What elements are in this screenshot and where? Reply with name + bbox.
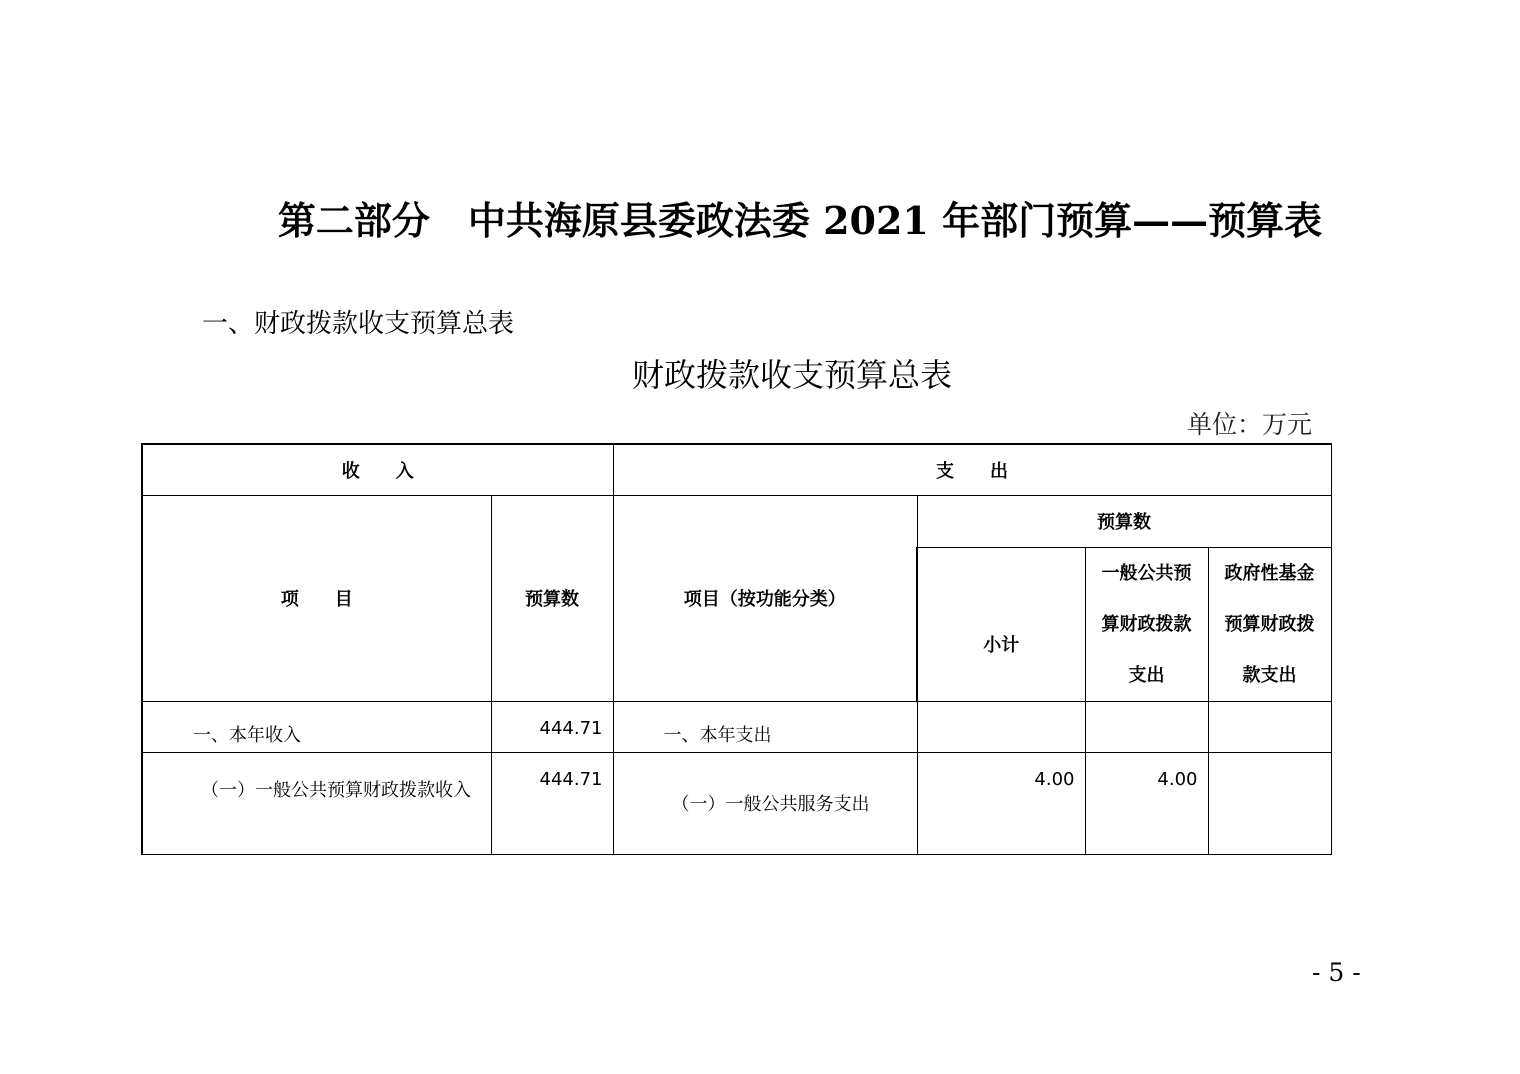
col-item-header: 项 目 — [142, 495, 491, 701]
budget-table — [141, 443, 1332, 855]
expense-item: 一、本年支出 — [613, 701, 917, 752]
expense-general: 4.00 — [1085, 752, 1208, 854]
income-amount: 444.71 — [491, 701, 613, 752]
document-title: 第二部分 中共海原县委政法委 2021 年部门预算——预算表 — [277, 198, 1323, 243]
col-fund-header — [1208, 547, 1331, 701]
col-general-header-text: 一般公共预算财政拨款支出 — [1101, 562, 1192, 686]
col-budget-group-header: 预算数 — [917, 495, 1331, 547]
col-budget-header: 预算数 — [491, 495, 613, 701]
page-number: - 5 - — [1312, 958, 1361, 987]
expense-fund — [1208, 701, 1331, 752]
expense-subtotal — [917, 701, 1085, 752]
col-item-func-header: 项目（按功能分类） — [613, 495, 917, 701]
expense-header: 支 出 — [613, 444, 1331, 495]
col-subtotal-header: 小计 — [917, 547, 1085, 701]
income-item: 一、本年收入 — [142, 701, 491, 752]
income-header: 收 入 — [142, 444, 613, 495]
expense-subtotal: 4.00 — [917, 752, 1085, 854]
unit-label: 单位：万元 — [1186, 410, 1312, 439]
col-general-header — [1085, 547, 1208, 701]
col-fund-header-text: 政府性基金预算财政拨款支出 — [1224, 562, 1315, 686]
table-row — [142, 752, 1331, 854]
expense-item: （一）一般公共服务支出 — [613, 752, 917, 854]
table-row — [142, 701, 1331, 752]
section-heading: 一、财政拨款收支预算总表 — [202, 309, 515, 339]
income-amount: 444.71 — [491, 752, 613, 854]
income-item: （一）一般公共预算财政拨款收入 — [142, 752, 491, 854]
expense-general — [1085, 701, 1208, 752]
expense-fund — [1208, 752, 1331, 854]
table-title: 财政拨款收支预算总表 — [631, 356, 952, 394]
